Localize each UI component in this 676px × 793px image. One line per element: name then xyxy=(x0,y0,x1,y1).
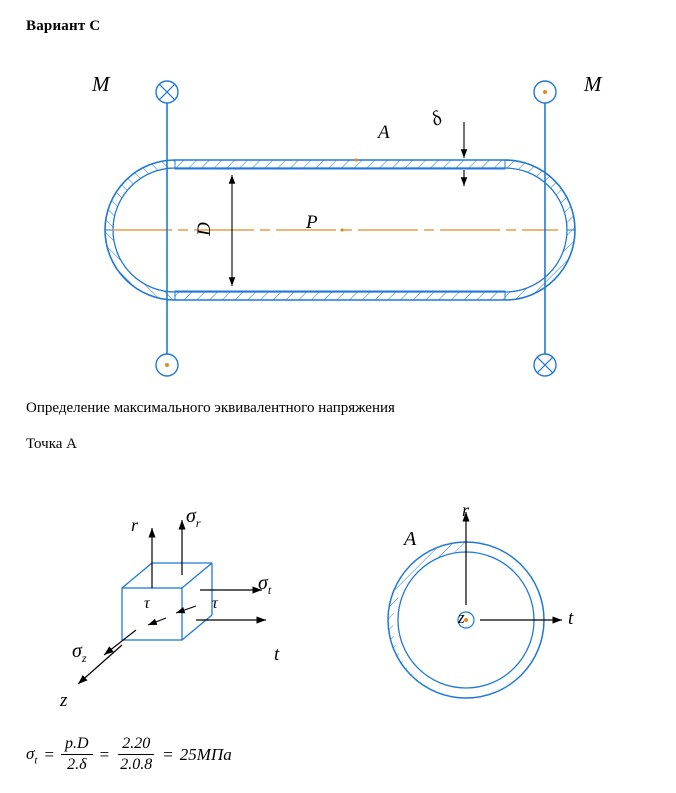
sigma-t-symbol: σ xyxy=(258,572,268,594)
formula-equals-3: = xyxy=(163,744,173,764)
hoop-stress-formula xyxy=(26,735,232,775)
formula-equals-2: = xyxy=(99,744,110,764)
label-moment-right: M xyxy=(584,72,602,96)
label-sigma-r xyxy=(186,505,201,531)
label-cube-axis-r: r xyxy=(131,515,139,535)
point-a-marker xyxy=(354,158,357,161)
moment-axis-right xyxy=(534,81,556,376)
page-title: Вариант C xyxy=(26,18,101,34)
formula-result: 25МПа xyxy=(179,744,232,764)
label-section-axis-r: r xyxy=(462,500,470,520)
caption-point-a: Точка A xyxy=(26,436,77,452)
sigma-z-symbol: σ xyxy=(72,640,82,662)
label-sigma-z xyxy=(72,640,87,666)
label-cube-axis-z: z xyxy=(60,690,68,711)
label-cube-axis-t: t xyxy=(274,644,280,665)
stress-cube-drawing xyxy=(78,520,266,684)
sigma-z-subscript: z xyxy=(81,651,87,665)
vessel-wall-hatching xyxy=(105,160,575,300)
formula-fraction-1-denominator: 2.δ xyxy=(67,756,87,774)
sigma-t-subscript: t xyxy=(267,583,272,597)
sigma-r-symbol: σ xyxy=(186,505,196,527)
label-tau-right: τ xyxy=(212,595,218,612)
vessel-centerline xyxy=(112,228,558,231)
label-section-axis-z: z xyxy=(458,608,465,627)
label-thickness: δ xyxy=(427,107,446,131)
label-point-a: A xyxy=(378,122,390,143)
label-section-axis-t: t xyxy=(568,608,574,629)
formula-lhs-subscript: t xyxy=(34,754,38,767)
formula-fraction-1 xyxy=(61,735,93,775)
caption-equivalent-stress: Определение максимального эквивалентного напряжения xyxy=(26,400,395,416)
formula-fraction-2-denominator: 2.0.8 xyxy=(120,756,153,774)
label-sigma-t xyxy=(258,572,271,598)
label-moment-left: M xyxy=(92,72,110,96)
label-tau-left: τ xyxy=(144,595,150,612)
formula-fraction-2 xyxy=(116,735,156,775)
vessel-outer-shell xyxy=(105,160,575,300)
formula-fraction-1-numerator: p.D xyxy=(61,735,93,755)
formula-lhs xyxy=(26,744,37,766)
formula-equals-1: = xyxy=(44,744,55,764)
label-pressure: P xyxy=(306,212,318,233)
moment-axis-left xyxy=(156,81,178,376)
formula-fraction-2-numerator: 2.20 xyxy=(118,735,154,755)
formula-lhs-symbol: σ xyxy=(26,743,35,763)
label-section-point-a: A xyxy=(404,528,417,550)
label-diameter: D xyxy=(193,222,215,236)
sigma-r-subscript: r xyxy=(195,516,201,530)
